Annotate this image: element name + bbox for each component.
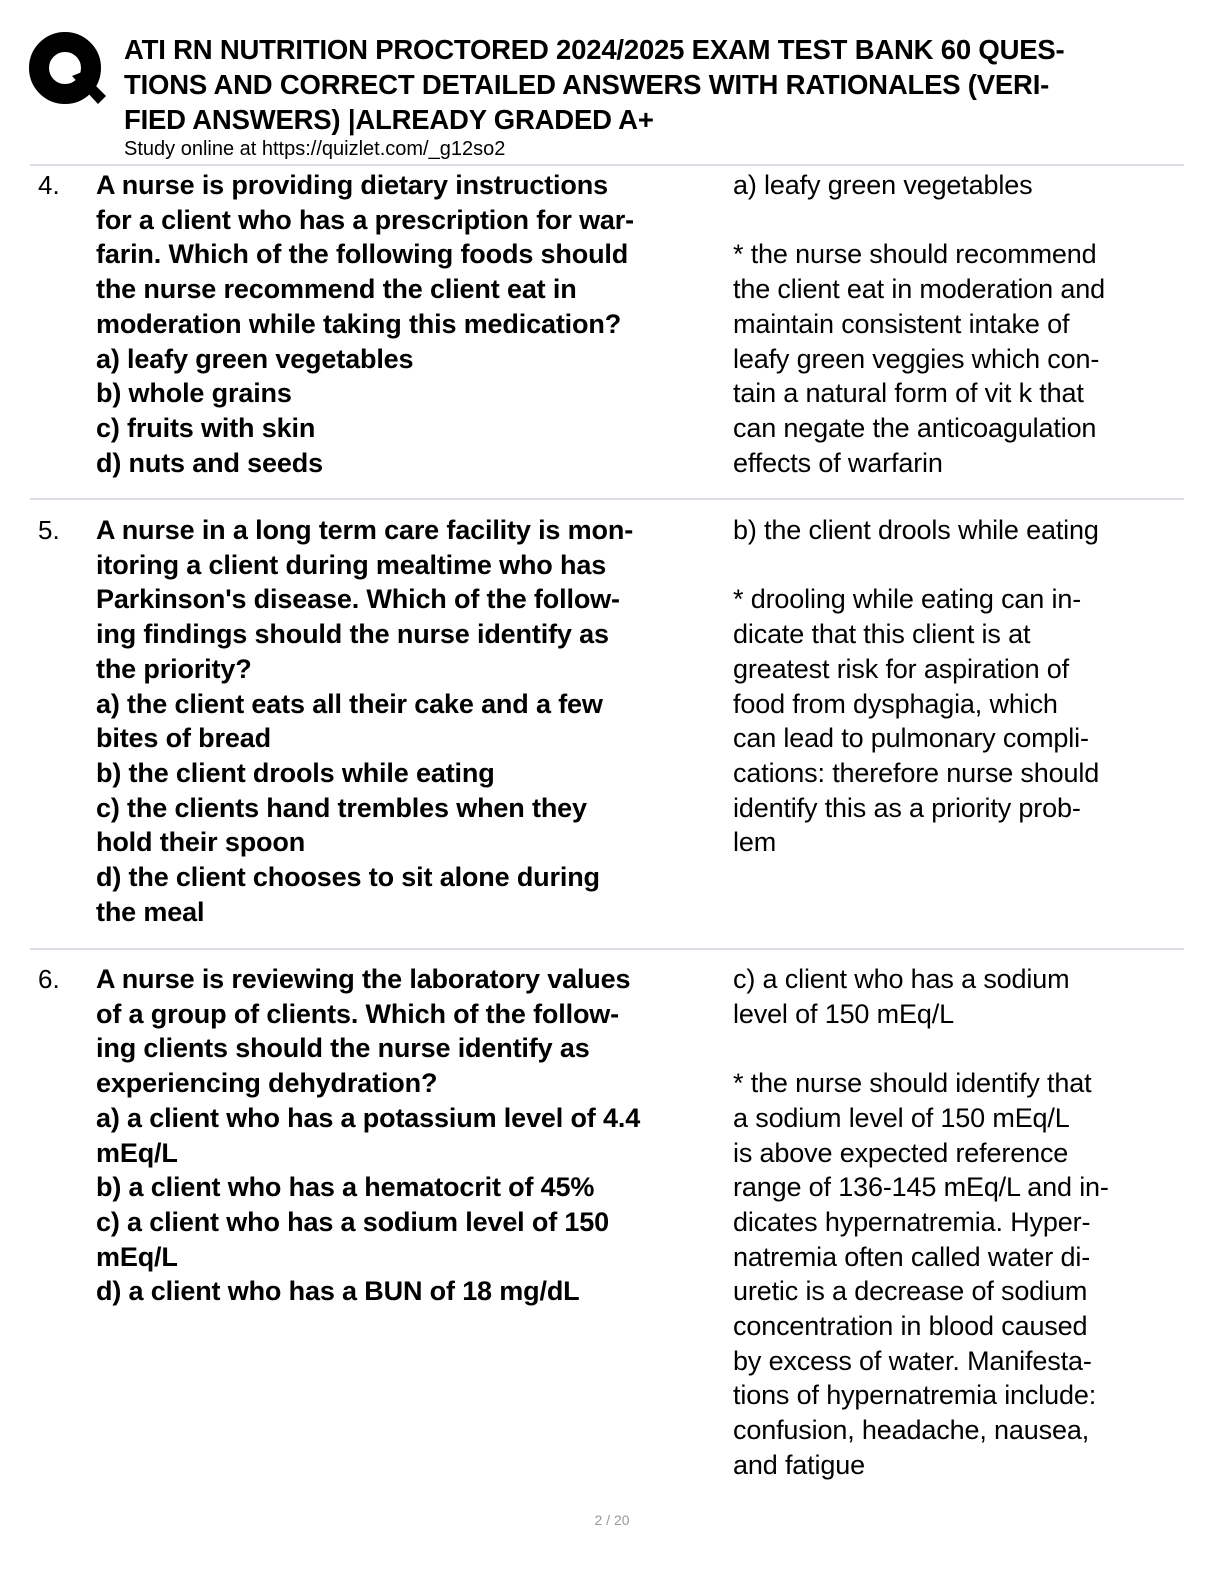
rationale-line: is above expected reference (733, 1137, 1069, 1168)
question-text (96, 513, 732, 929)
question-line: a) leafy green vegetables (96, 343, 414, 374)
question-line: Parkinson's disease. Which of the follow- (96, 584, 620, 615)
question-line: the meal (96, 896, 205, 927)
document-title (124, 32, 1214, 137)
question-line: mEq/L (96, 1241, 178, 1272)
rationale-line: leafy green veggies which con- (733, 343, 1100, 374)
rationale-line: tain a natural form of vit k that (733, 378, 1084, 409)
divider (30, 948, 1184, 950)
answer-line: b) the client drools while eating (733, 515, 1099, 545)
card-number: 6. (38, 964, 60, 994)
title-line: ATI RN NUTRITION PROCTORED 2024/2025 EXAM TEST BANK 60 QUES- (124, 34, 1065, 65)
rationale-line: the client eat in moderation and (733, 274, 1105, 305)
rationale-line: * drooling while eating can in- (733, 584, 1082, 615)
rationale-line: identify this as a priority prob- (733, 792, 1081, 823)
question-line: hold their spoon (96, 827, 306, 858)
rationale-line: * the nurse should recommend (733, 239, 1097, 270)
question-text (96, 168, 732, 480)
answer-line: level of 150 mEq/L (733, 998, 954, 1029)
question-line: farin. Which of the following foods should (96, 239, 629, 270)
question-line: A nurse is providing dietary instructions (96, 170, 608, 200)
question-line: a) a client who has a potassium level of 4.4 (96, 1102, 641, 1133)
question-line: bites of bread (96, 723, 271, 754)
divider (30, 498, 1184, 500)
rationale-line: food from dysphagia, which (733, 688, 1058, 719)
spacer (733, 1031, 1203, 1066)
divider (30, 164, 1184, 166)
card-number: 5. (38, 515, 60, 545)
rationale-line: confusion, headache, nausea, (733, 1415, 1090, 1446)
question-line: d) nuts and seeds (96, 447, 323, 478)
spacer (733, 203, 1203, 238)
answer-line: a) leafy green vegetables (733, 170, 1033, 200)
question-line: moderation while taking this medication? (96, 308, 622, 339)
question-line: b) a client who has a hematocrit of 45% (96, 1172, 595, 1203)
rationale-line: concentration in blood caused (733, 1311, 1088, 1342)
rationale-line: a sodium level of 150 mEq/L (733, 1102, 1070, 1133)
rationale-line: uretic is a decrease of sodium (733, 1276, 1088, 1307)
title-line: FIED ANSWERS) |ALREADY GRADED A+ (124, 104, 654, 135)
question-line: ing clients should the nurse identify as (96, 1033, 590, 1064)
answer-text (733, 513, 1203, 860)
question-line: a) the client eats all their cake and a few (96, 688, 603, 719)
rationale-line: can lead to pulmonary compli- (733, 723, 1089, 754)
question-line: the priority? (96, 653, 252, 684)
answer-text (733, 962, 1203, 1483)
question-text (96, 962, 732, 1309)
question-line: c) a client who has a sodium level of 150 (96, 1206, 610, 1237)
question-line: c) fruits with skin (96, 412, 316, 443)
question-line: d) the client chooses to sit alone during (96, 862, 600, 893)
rationale-line: dicate that this client is at (733, 619, 1031, 650)
study-link[interactable]: Study online at https://quizlet.com/_g12so2 (124, 138, 506, 160)
answer-line: c) a client who has a sodium (733, 964, 1070, 994)
question-line: A nurse is reviewing the laboratory values (96, 964, 631, 994)
rationale-line: natremia often called water di- (733, 1241, 1091, 1272)
rationale-line: range of 136-145 mEq/L and in- (733, 1172, 1109, 1203)
rationale-line: and fatigue (733, 1449, 865, 1480)
answer-text (733, 168, 1203, 480)
rationale-line: dicates hypernatremia. Hyper- (733, 1206, 1091, 1237)
page-number: 2 / 20 (594, 1512, 630, 1528)
question-line: the nurse recommend the client eat in (96, 274, 577, 305)
rationale-line: * the nurse should identify that (733, 1068, 1092, 1099)
card-number: 4. (38, 170, 60, 200)
question-line: d) a client who has a BUN of 18 mg/dL (96, 1276, 580, 1307)
question-line: A nurse in a long term care facility is mon- (96, 515, 634, 545)
rationale-line: maintain consistent intake of (733, 308, 1070, 339)
rationale-line: can negate the anticoagulation (733, 412, 1097, 443)
question-line: b) the client drools while eating (96, 757, 495, 788)
title-line: TIONS AND CORRECT DETAILED ANSWERS WITH RATIONALES (VERI- (124, 69, 1050, 100)
rationale-line: lem (733, 827, 777, 858)
rationale-line: tions of hypernatremia include: (733, 1380, 1097, 1411)
rationale-line: greatest risk for aspiration of (733, 653, 1070, 684)
question-line: itoring a client during mealtime who has (96, 549, 607, 580)
question-line: c) the clients hand trembles when they (96, 792, 587, 823)
question-line: b) whole grains (96, 378, 292, 409)
question-line: of a group of clients. Which of the follow- (96, 998, 620, 1029)
rationale-line: by excess of water. Manifesta- (733, 1345, 1092, 1376)
spacer (733, 548, 1203, 583)
question-line: experiencing dehydration? (96, 1068, 438, 1099)
rationale-line: cations: therefore nurse should (733, 757, 1100, 788)
question-line: for a client who has a prescription for war- (96, 204, 635, 235)
rationale-line: effects of warfarin (733, 447, 943, 478)
quizlet-q-icon (28, 30, 106, 108)
question-line: mEq/L (96, 1137, 178, 1168)
question-line: ing findings should the nurse identify as (96, 619, 609, 650)
